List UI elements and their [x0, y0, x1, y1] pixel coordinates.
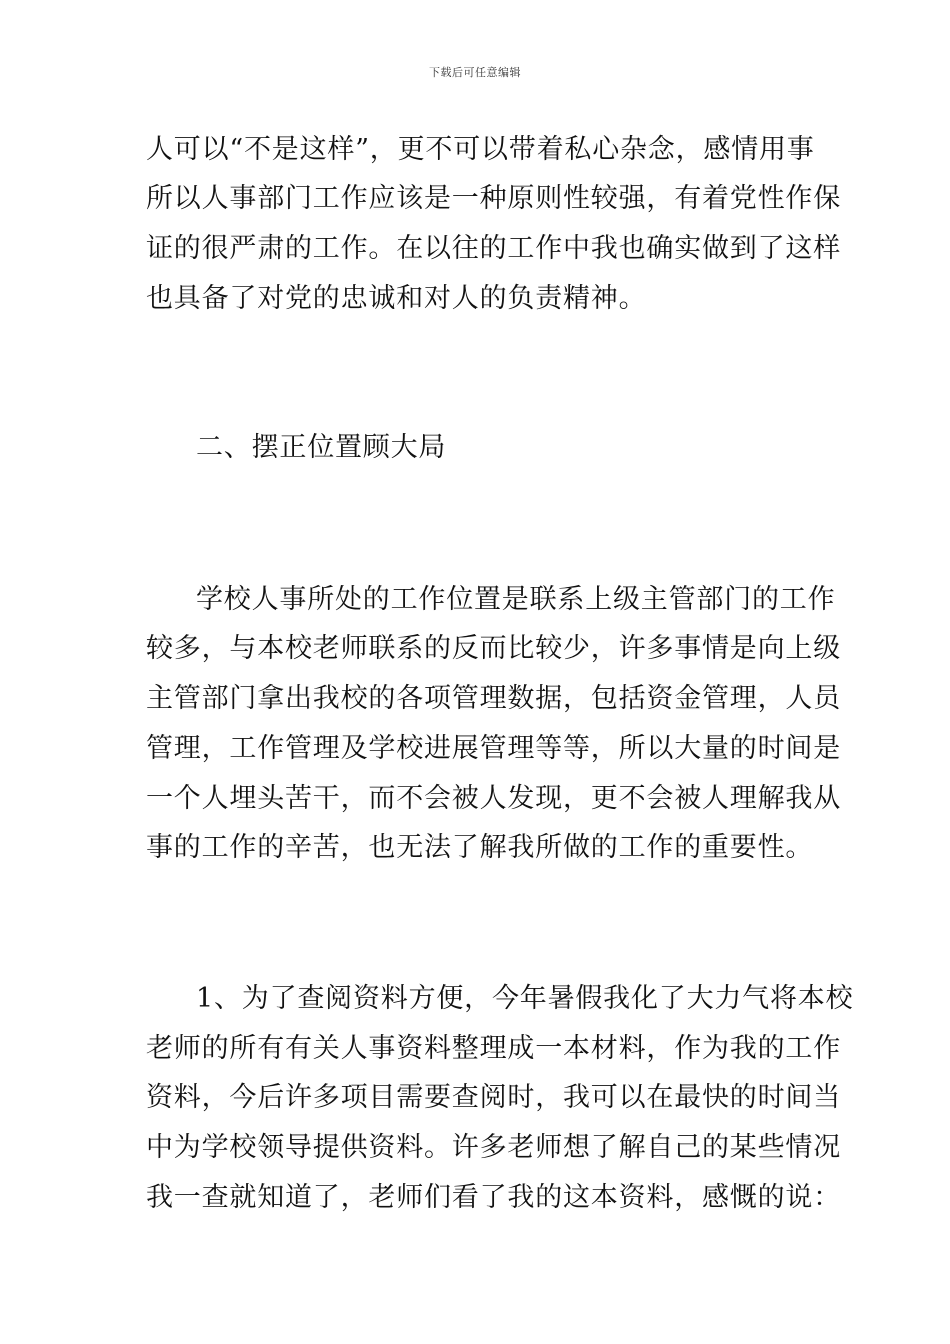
- text-line: 管理，工作管理及学校进展管理等等，所以大量的时间是: [146, 733, 841, 764]
- text-line: 一个人埋头苦干，而不会被人发现，更不会被人理解我从: [146, 783, 841, 814]
- text-line: 人可以“不是这样”，更不可以带着私心杂念，感情用事: [146, 134, 815, 165]
- page-header: 下载后可任意编辑: [429, 66, 521, 79]
- text-line: 学校人事所处的工作位置是联系上级主管部门的工作: [196, 584, 836, 615]
- text-line: 所以人事部门工作应该是一种原则性较强，有着党性作保: [146, 183, 841, 214]
- text-line: 主管部门拿出我校的各项管理数据，包括资金管理，人员: [146, 683, 841, 714]
- text-line: 中为学校领导提供资料。许多老师想了解自己的某些情况: [146, 1132, 841, 1163]
- text-line: 较多，与本校老师联系的反而比较少，许多事情是向上级: [146, 633, 841, 664]
- text-line: 事的工作的辛苦，也无法了解我所做的工作的重要性。: [146, 832, 814, 863]
- text-line: 证的很严肃的工作。在以往的工作中我也确实做到了这样: [146, 233, 841, 264]
- section-heading: 二、摆正位置顾大局: [196, 432, 447, 463]
- text-line: 资料，今后许多项目需要查阅时，我可以在最快的时间当: [146, 1082, 841, 1113]
- text-line: 1、为了查阅资料方便，今年暑假我化了大力气将本校: [196, 983, 854, 1014]
- text-line: 老师的所有有关人事资料整理成一本材料，作为我的工作: [146, 1033, 841, 1064]
- text-line: 我一查就知道了，老师们看了我的这本资料，感慨的说：: [146, 1182, 841, 1213]
- text-line: 也具备了对党的忠诚和对人的负责精神。: [146, 283, 647, 314]
